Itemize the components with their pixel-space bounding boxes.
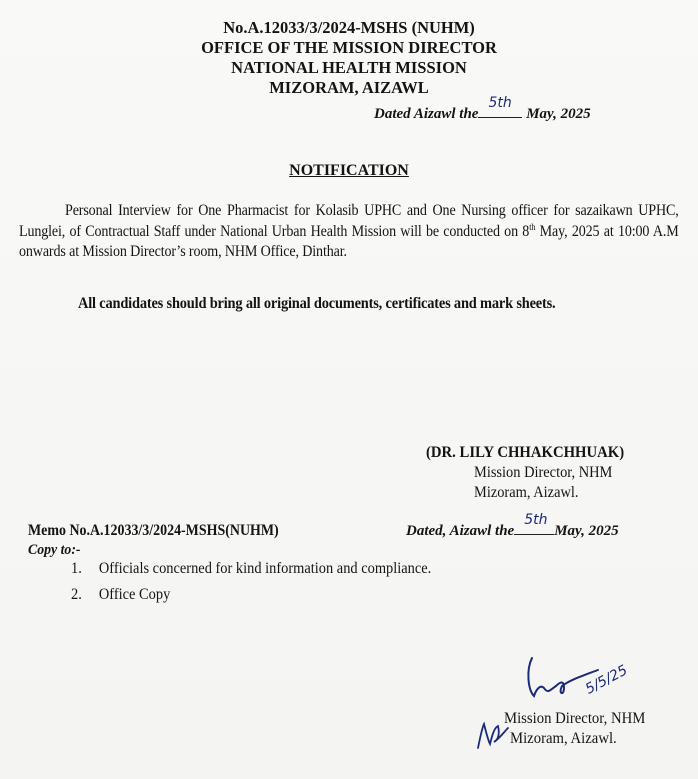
header-date (374, 95, 591, 123)
footer-place: Mizoram, Aizawl. (510, 730, 617, 747)
memo-date-suffix: May, 2025 (554, 523, 619, 539)
mission-title: NATIONAL HEALTH MISSION (231, 58, 467, 77)
notification-title: NOTIFICATION (289, 162, 409, 179)
body-superscript: th (529, 221, 536, 232)
memo-date-blank (514, 512, 554, 535)
footer-designation: Mission Director, NHM (504, 710, 646, 727)
item-text: Office Copy (98, 586, 171, 603)
memo-number: Memo No.A.12033/3/2024-MSHS(NUHM) (28, 522, 279, 539)
signatory-name: (DR. LILY CHHAKCHHUAK) (426, 444, 625, 461)
notification-body (19, 201, 679, 263)
item-text: Officials concerned for kind information and compliance. (98, 560, 432, 577)
handwritten-date: 5/5/25 (582, 662, 631, 698)
memo-handwritten-day: 5th (524, 512, 548, 528)
header-date-suffix: May, 2025 (526, 106, 591, 122)
reference-number: No.A.12033/3/2024-MSHS (NUHM) (223, 18, 475, 37)
item-number: 2. (71, 586, 82, 603)
copy-to-item (71, 586, 170, 604)
office-title: OFFICE OF THE MISSION DIRECTOR (201, 38, 497, 57)
memo-date (406, 512, 619, 540)
header-date-blank (478, 95, 522, 118)
body-text-2: May, 2025 at 10:00 A.M onwards at Mission Director’s room, NHM Office, Dinthar. (19, 222, 679, 260)
copy-to-item (71, 560, 431, 578)
body-text-1: Personal Interview for One Pharmacist for Kolasib UPHC and One Nursing officer for sazaikawn UPHC, Lunglei, of Contractual Staff under National Urban Health Mission will be conducted on 8 (19, 202, 679, 240)
handwritten-day: 5th (488, 95, 512, 111)
signatory-place: Mizoram, Aizawl. (474, 484, 579, 501)
signatory-designation: Mission Director, NHM (474, 464, 613, 481)
instruction-line: All candidates should bring all original documents, certificates and mark sheets. (78, 295, 556, 312)
item-number: 1. (71, 560, 82, 577)
copy-to-label: Copy to:- (28, 542, 81, 558)
header-date-prefix: Dated Aizawl the (374, 106, 479, 122)
location-title: MIZORAM, AIZAWL (269, 78, 429, 97)
memo-date-prefix: Dated, Aizawl the (406, 523, 515, 539)
